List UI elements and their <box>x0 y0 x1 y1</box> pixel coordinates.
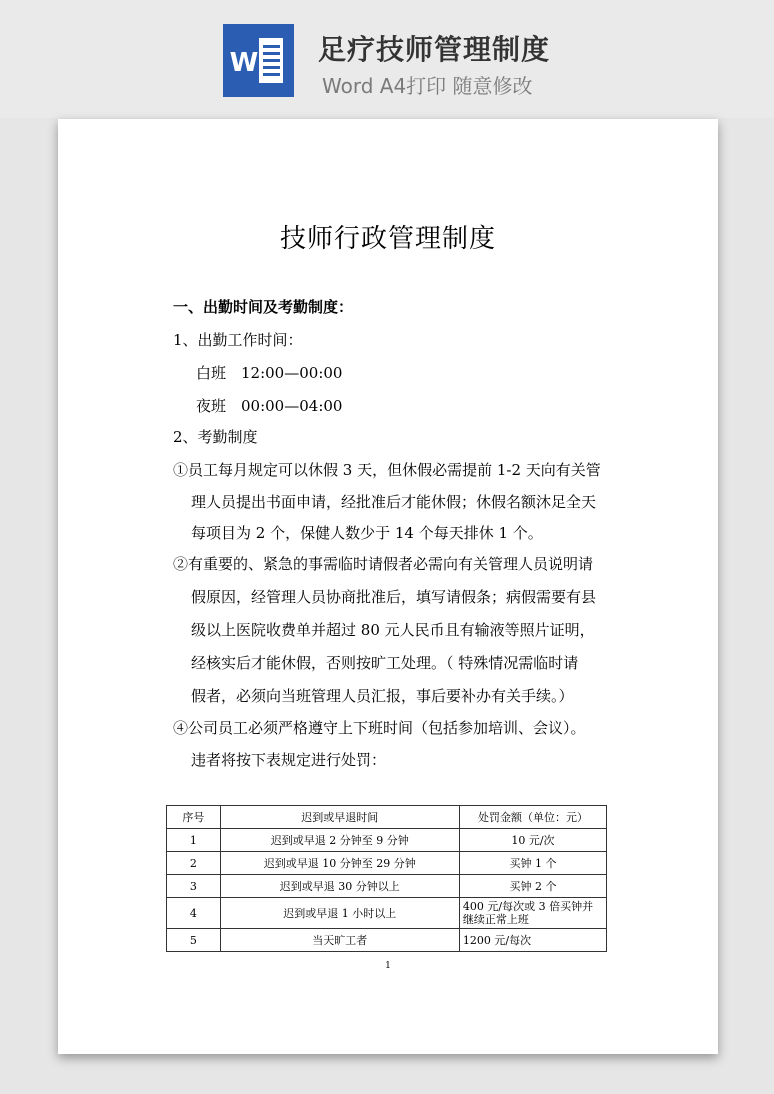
table-cell: 迟到或早退 30 分钟以上 <box>220 875 459 898</box>
work-time-heading: 1、出勤工作时间： <box>173 331 303 349</box>
rule2-line: ②有重要的、紧急的事需临时请假者必需向有关管理人员说明请 <box>173 555 594 573</box>
table-header-cell: 迟到或早退时间 <box>220 806 459 829</box>
shift-row-night <box>196 395 342 416</box>
penalty-table <box>166 805 607 952</box>
table-row <box>167 852 607 875</box>
watermark <box>90 479 117 515</box>
rule4-line: ④公司员工必须严格遵守上下班时间（包括参加培训、会议）。 <box>173 719 586 737</box>
table-cell: 400 元/每次或 3 倍买钟并继续正常上班 <box>459 898 606 929</box>
table-cell: 买钟 1 个 <box>459 852 606 875</box>
rule2-line: 假原因，经管理人员协商批准后，填写请假条；病假需要有县 <box>191 588 597 606</box>
attendance-heading: 2、考勤制度 <box>173 428 258 446</box>
table-row <box>167 829 607 852</box>
svg-text:W: W <box>229 48 259 78</box>
rule1-line: 每项目为 2 个，保健人数少于 14 个每天排休 1 个。 <box>191 524 543 542</box>
shift-label: 白班 <box>196 364 227 382</box>
table-cell: 5 <box>167 929 221 952</box>
document-title: 技师行政管理制度 <box>279 224 496 254</box>
table-row <box>167 929 607 952</box>
section-heading: 一、出勤时间及考勤制度： <box>173 298 354 316</box>
table-row <box>167 898 607 929</box>
document-page <box>58 119 718 1054</box>
table-cell: 迟到或早退 10 分钟至 29 分钟 <box>220 852 459 875</box>
shift-time: 00:00—04:00 <box>241 397 343 415</box>
table-cell: 迟到或早退 2 分钟至 9 分钟 <box>220 829 459 852</box>
table-header-cell: 处罚金额（单位：元） <box>459 806 606 829</box>
rule1-line: 理人员提出书面申请，经批准后才能休假；休假名额沐足全天 <box>191 493 597 511</box>
table-cell: 1 <box>167 829 221 852</box>
table-row <box>167 875 607 898</box>
table-header-cell: 序号 <box>167 806 221 829</box>
rule1-line: ①员工每月规定可以休假 3 天，但休假必需提前 1-2 天向有关管 <box>173 461 601 479</box>
table-cell: 2 <box>167 852 221 875</box>
shift-time: 12:00—00:00 <box>241 364 343 382</box>
table-cell: 4 <box>167 898 221 929</box>
table-cell: 当天旷工者 <box>220 929 459 952</box>
banner <box>0 0 774 118</box>
banner-subtitle: Word A4打印 随意修改 <box>322 74 533 98</box>
rule2-line: 经核实后才能休假，否则按旷工处理。（ 特殊情况需临时请 <box>191 654 579 672</box>
table-cell: 买钟 2 个 <box>459 875 606 898</box>
table-cell: 3 <box>167 875 221 898</box>
rule2-line: 级以上医院收费单并超过 80 元人民币且有输液等照片证明， <box>191 621 595 639</box>
page-number: 1 <box>385 961 391 971</box>
shift-row-day <box>196 362 342 383</box>
table-cell: 迟到或早退 1 小时以上 <box>220 898 459 929</box>
table-cell: 10 元/次 <box>459 829 606 852</box>
banner-title: 足疗技师管理制度 <box>318 33 551 66</box>
rule2-line: 假者，必须向当班管理人员汇报，事后要补办有关手续。） <box>191 687 574 705</box>
rule4-line: 违者将按下表规定进行处罚： <box>191 751 387 769</box>
table-cell: 1200 元/每次 <box>459 929 606 952</box>
table-header-row <box>167 806 607 829</box>
word-document-icon <box>223 24 294 97</box>
shift-label: 夜班 <box>196 397 227 415</box>
